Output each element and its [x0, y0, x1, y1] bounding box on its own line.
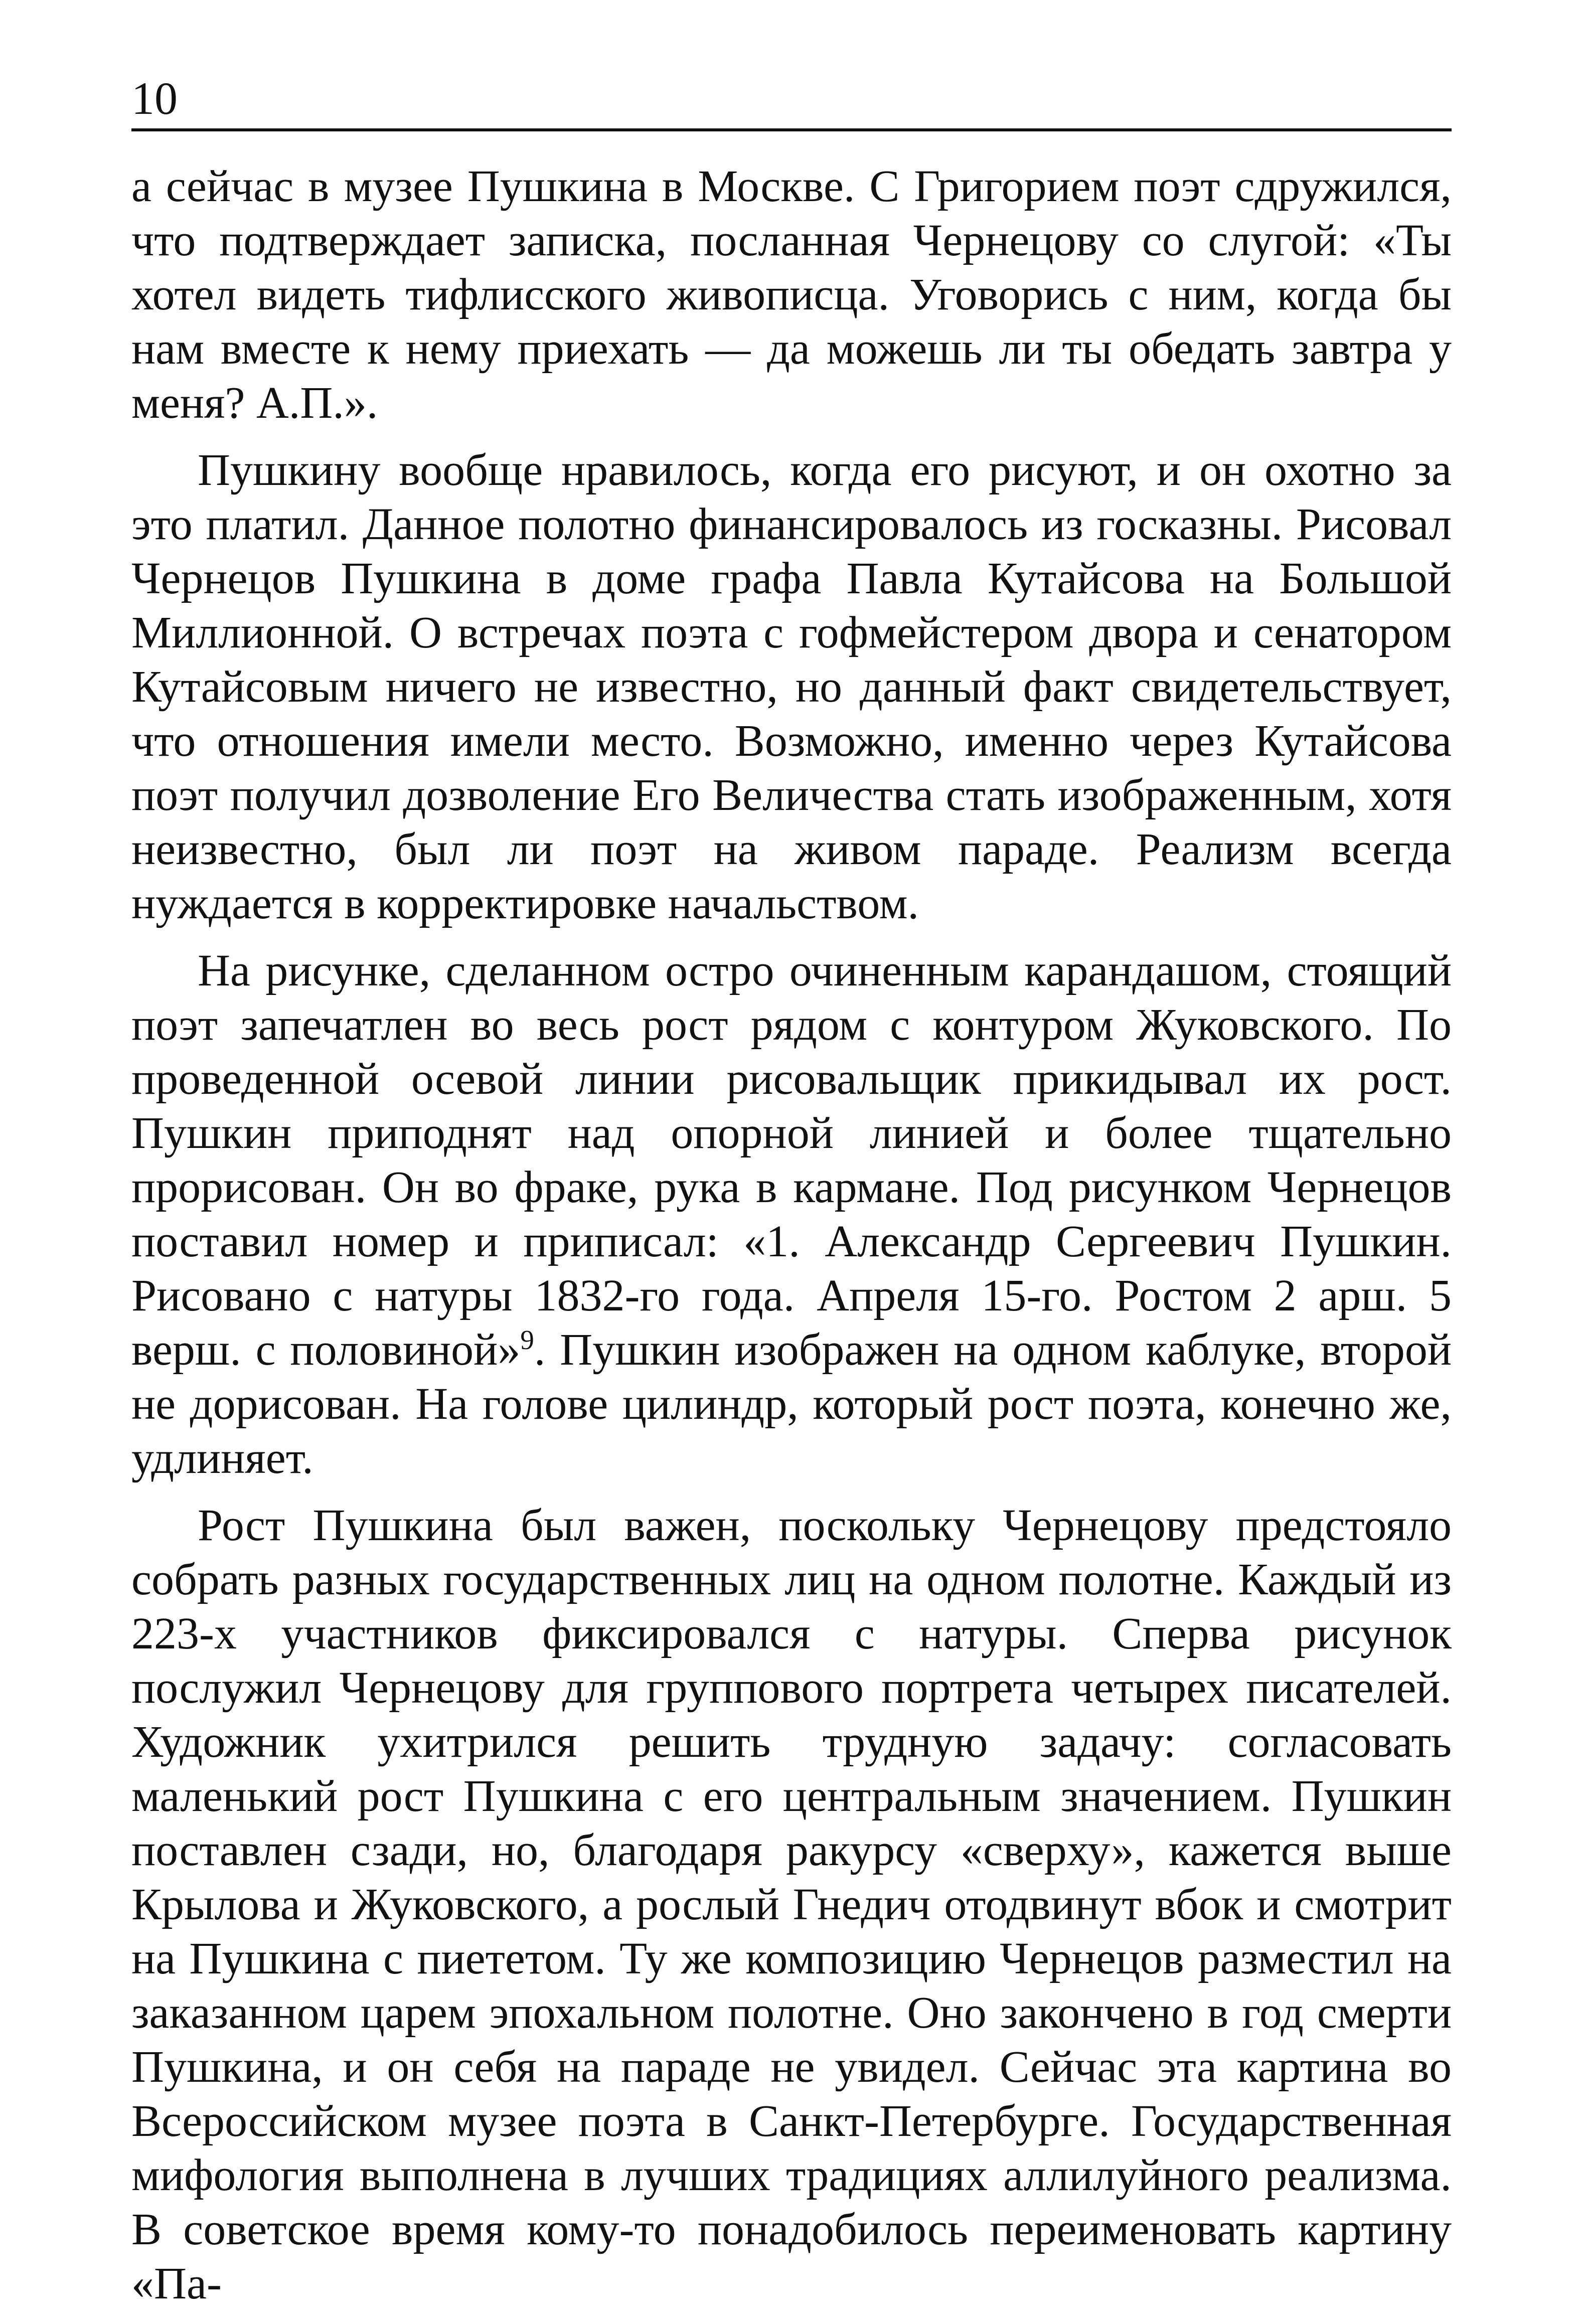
page-number: 10 — [131, 73, 178, 124]
paragraph-4: Рост Пушкина был важен, поскольку Чернецову предстояло собрать разных государственных лиц на одном полотне. Каждый из 223-х участников фиксировался с натуры. Сперва рисунок послужил Чернецову для группового портрета четырех писателей. Художник ухитрился решить трудную задачу: согласовать маленький рост Пушкина с его центральным значением. Пушкин поставлен сзади, но, благодаря ракурсу «сверху», кажется выше Крылова и Жуковского, а рослый Гнедич отодвинут вбок и смотрит на Пушкина с пиететом. Ту же композицию Чернецов разместил на заказанном царем эпохальном полотне. Оно закончено в год смерти Пушкина, и он себя на параде не увидел. Сейчас эта картина во Всероссийском музее поэта в Санкт-Петербурге. Государственная мифология выполнена в лучших традициях аллилуйного реализма. В советское время кому-то понадобилось переименовать картину «Па- — [131, 1501, 1452, 2308]
paragraph-2: Пушкину вообще нравилось, когда его рисуют, и он охотно за это платил. Данное полотно финансировалось из госказны. Рисовал Чернецов Пушкина в доме графа Павла Кутайсова на Большой Миллионной. О встречах поэта с гофмейстером двора и сенатором Кутайсовым ничего не известно, но данный факт свидетельствует, что отношения имели место. Возможно, именно через Кутайсова поэт получил дозволение Его Величества стать изображенным, хотя неизвестно, был ли поэт на живом параде. Реализм всегда нуждается в корректировке начальством. — [131, 445, 1452, 928]
paragraph-3-text-after: . Пушкин изображен на одном каблуке, второй не дорисован. На голове цилиндр, который рост поэта, конечно же, удлиняет. — [131, 1325, 1452, 1483]
paragraph-3 — [131, 944, 1452, 1485]
paragraph-1: а сейчас в музее Пушкина в Москве. С Григорием поэт сдружился, что подтверждает записка, посланная Чернецову со слугой: «Ты хотел видеть тифлисского живописца. Уговорись с ним, когда бы нам вместе к нему приехать — да можешь ли ты обедать завтра у меня? А.П.». — [131, 161, 1452, 428]
header-rule — [131, 128, 1452, 131]
paragraph-3-text-before: На рисунке, сделанном остро очиненным карандашом, стоящий поэт запечатлен во весь рост рядом с контуром Жуковского. По проведенной осевой линии рисовальщик прикидывал их рост. Пушкин приподнят над опорной линией и более тщательно прорисован. Он во фраке, рука в кармане. Под рисунком Чернецов поставил номер и приписал: «1. Александр Сергеевич Пушкин. Рисовано с натуры 1832-го года. Апреля 15-го. Ростом 2 арш. 5 верш. с половиной» — [131, 946, 1452, 1375]
body-text — [131, 159, 1452, 2324]
footnote-marker: 9 — [520, 1324, 534, 1355]
